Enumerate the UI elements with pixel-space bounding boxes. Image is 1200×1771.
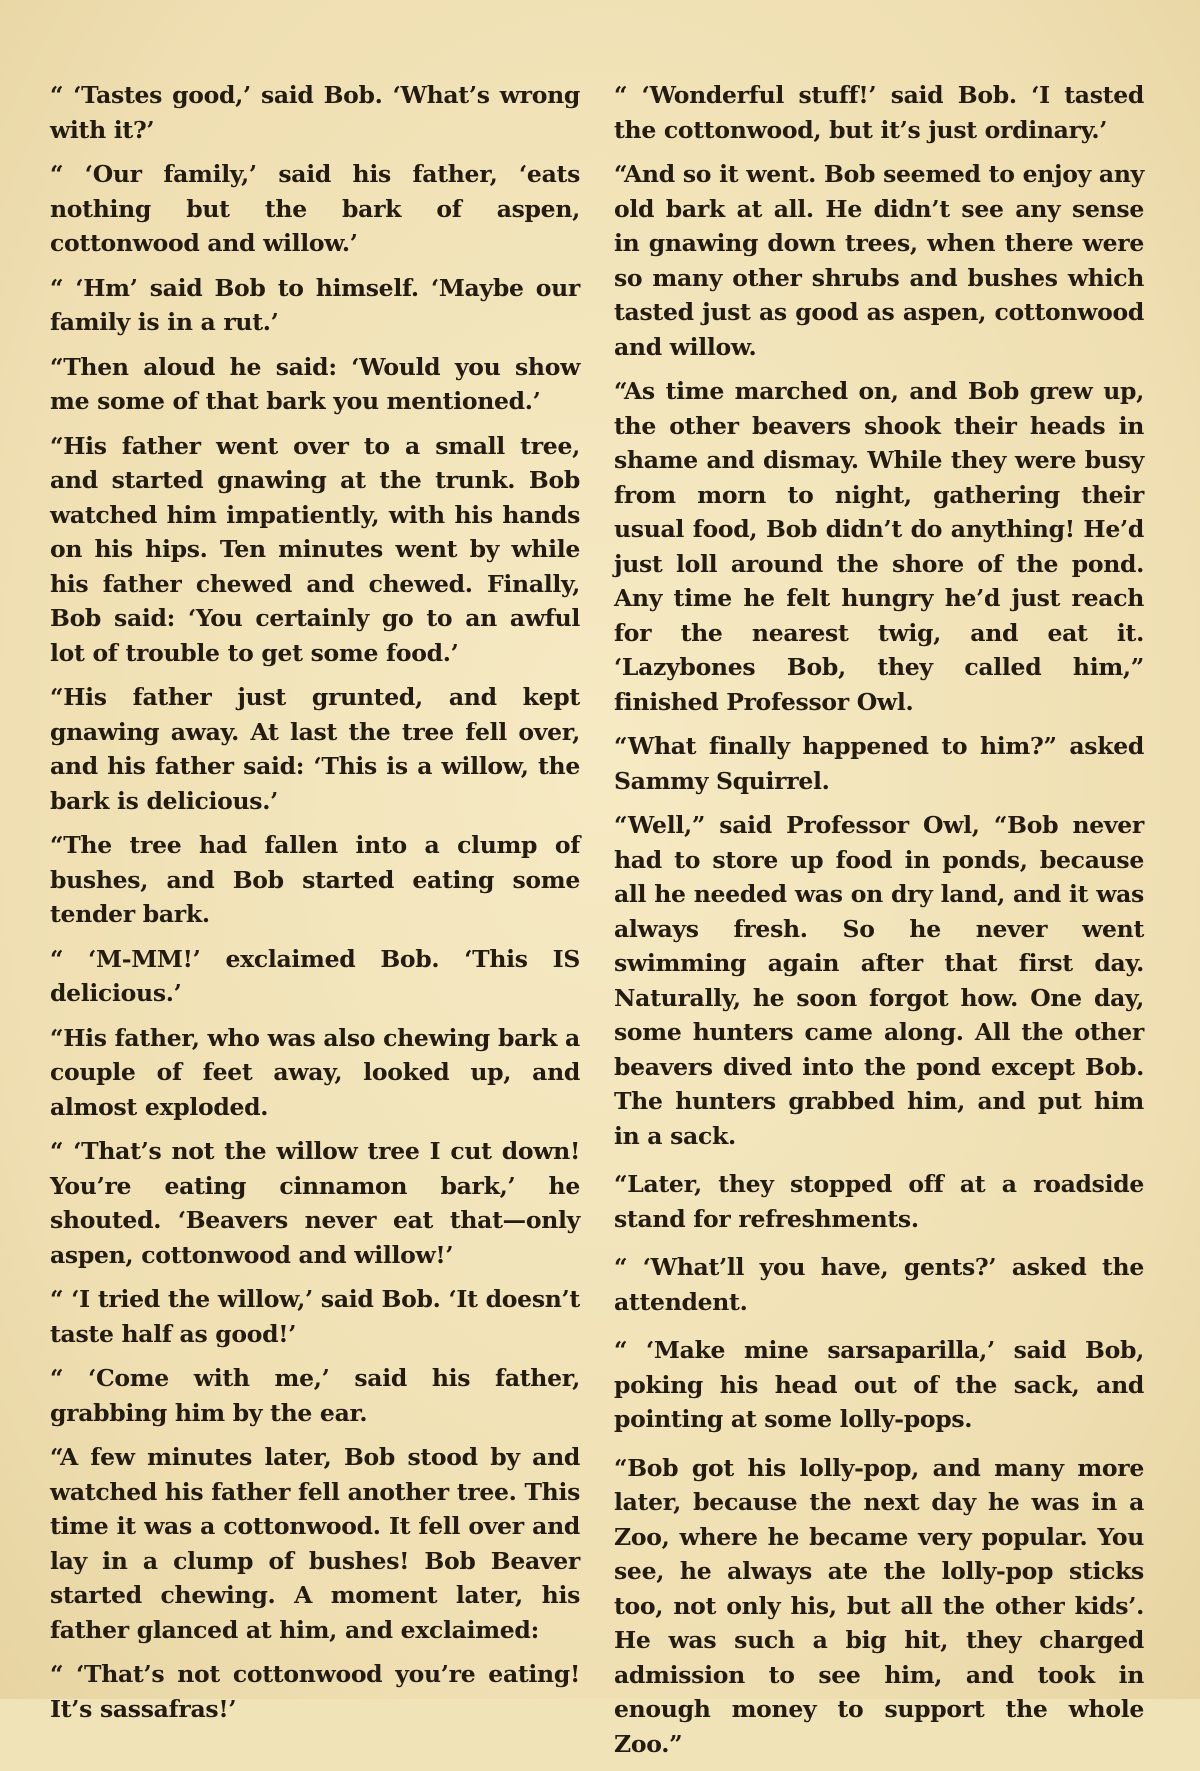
paragraph: “Well,” said Professor Owl, “Bob never had to store up food in ponds, because all he needed was on dry land, and it was always fresh. So he never went swimming again after that first day. Naturally, he soon forgot how. One day, some hunters came along. All the other beavers dived into the pond except Bob. The hunters grabbed him, and put him in a sack. <box>614 811 1144 1150</box>
paragraph: “ ‘That’s not cottonwood you’re eating! It’s sassafras!’ <box>50 1660 580 1723</box>
paragraph: “ ‘I tried the willow,’ said Bob. ‘It doesn’t taste half as good!’ <box>50 1285 580 1348</box>
paragraph: “ ‘That’s not the willow tree I cut down! You’re eating cinnamon bark,’ he shouted. ‘Beavers never eat that—only aspen, cottonwood and willow!’ <box>50 1137 580 1269</box>
paragraph: “ ‘M-MM!’ exclaimed Bob. ‘This IS delicious.’ <box>50 944 580 1007</box>
paragraph: “And so it went. Bob seemed to enjoy any old bark at all. He didn’t see any sense in gnawing down trees, when there were so many other shrubs and bushes which tasted just as good as aspen, cottonwood and willow. <box>614 160 1144 361</box>
left-column <box>50 78 580 1736</box>
paragraph: “His father, who was also chewing bark a couple of feet away, looked up, and almost exploded. <box>50 1023 580 1121</box>
paragraph: “ ‘Hm’ said Bob to himself. ‘Maybe our family is in a rut.’ <box>50 273 580 336</box>
right-column <box>614 78 1144 1771</box>
paragraph: “ ‘Make mine sarsaparilla,’ said Bob, poking his head out of the sack, and pointing at some lolly-pops. <box>614 1336 1144 1433</box>
paragraph: “His father went over to a small tree, and started gnawing at the trunk. Bob watched him impatiently, with his hands on his hips. Ten minutes went by while his father chewed and chewed. Finally, Bob said: ‘You certainly go to an awful lot of trouble to get some food.’ <box>50 431 580 667</box>
paragraph: “ ‘Come with me,’ said his father, grabbing him by the ear. <box>50 1364 580 1427</box>
paragraph: “The tree had fallen into a clump of bushes, and Bob started eating some tender bark. <box>50 831 580 928</box>
paragraph: “Then aloud he said: ‘Would you show me some of that bark you mentioned.’ <box>50 352 580 415</box>
paragraph: “ ‘Our family,’ said his father, ‘eats nothing but the bark of aspen, cottonwood and willow.’ <box>50 160 580 257</box>
paragraph: “ ‘Wonderful stuff!’ said Bob. ‘I tasted the cottonwood, but it’s just ordinary.’ <box>614 81 1144 144</box>
paragraph: “His father just grunted, and kept gnawing away. At last the tree fell over, and his father said: ‘This is a willow, the bark is delicious.’ <box>50 683 580 815</box>
paragraph: “What finally happened to him?” asked Sammy Squirrel. <box>614 732 1144 795</box>
paragraph: “As time marched on, and Bob grew up, the other beavers shook their heads in shame and dismay. While they were busy from morn to night, gathering their usual food, Bob didn’t do anything! He’d just loll around the shore of the pond. Any time he felt hungry he’d just reach for the nearest twig, and eat it. ‘Lazybones Bob, they called him,” finished Professor Owl. <box>614 377 1144 716</box>
paragraph: “Later, they stopped off at a roadside stand for refreshments. <box>614 1170 1144 1233</box>
paragraph: “A few minutes later, Bob stood by and watched his father fell another tree. This time it was a cottonwood. It fell over and lay in a clump of bushes! Bob Beaver started chewing. A moment later, his father glanced at him, and exclaimed: <box>50 1443 580 1644</box>
paragraph: “ ‘What’ll you have, gents?’ asked the attendent. <box>614 1253 1144 1316</box>
paragraph: “ ‘Tastes good,’ said Bob. ‘What’s wrong with it?’ <box>50 81 580 144</box>
paragraph: “Bob got his lolly-pop, and many more later, because the next day he was in a Zoo, where he became very popular. You see, he always ate the lolly-pop sticks too, not only his, but all the other kids’. He was such a big hit, they charged admission to see him, and took in enough money to support the whole Zoo.” <box>614 1453 1144 1758</box>
